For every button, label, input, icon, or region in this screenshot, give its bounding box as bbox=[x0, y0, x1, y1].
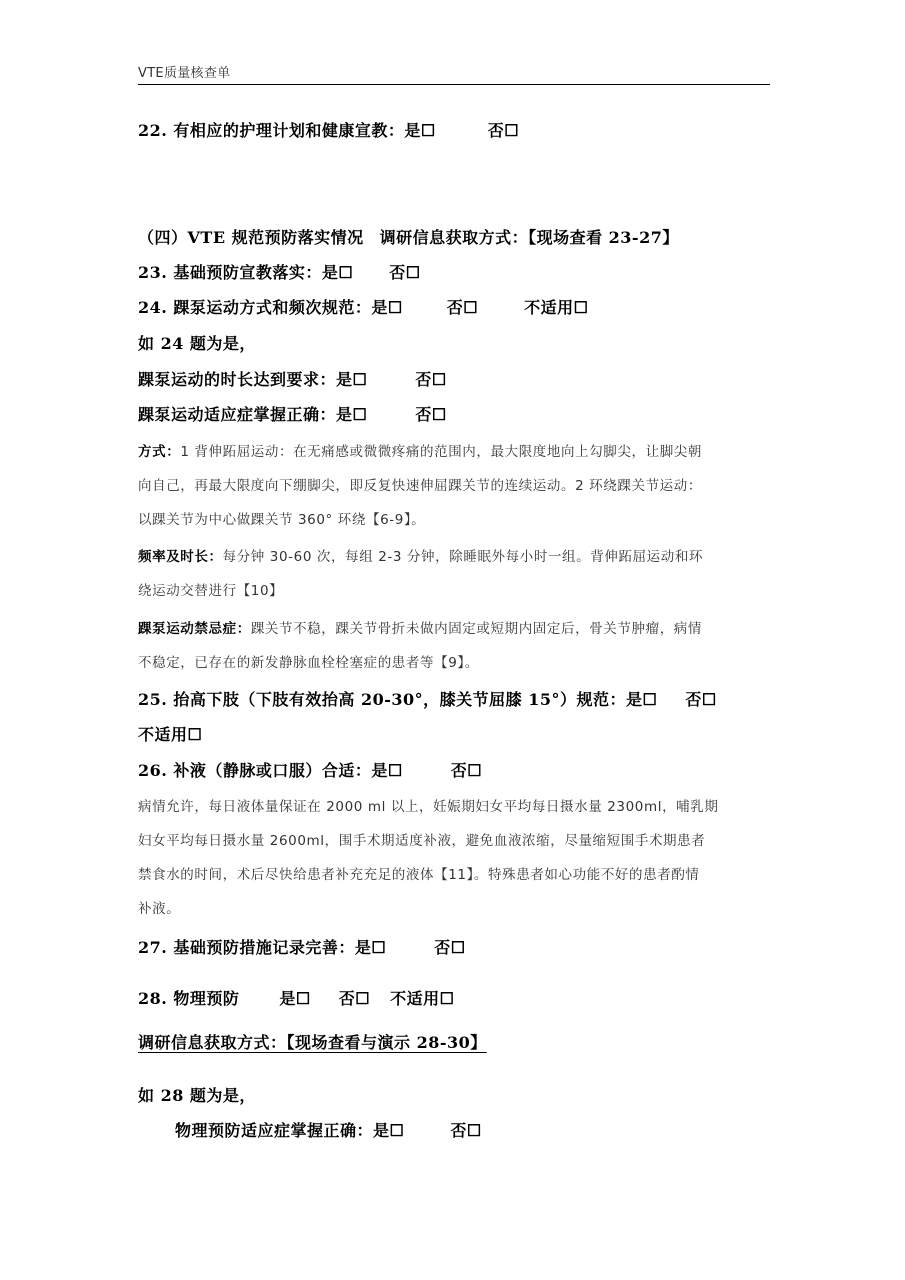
yes-checkbox[interactable]: 是☐ bbox=[373, 1121, 405, 1140]
question-text: 25. 抬高下肢（下肢有效抬高 20-30°，膝关节屈膝 15°）规范： bbox=[138, 690, 626, 709]
yes-checkbox[interactable]: 是☐ bbox=[371, 761, 403, 780]
question-23 bbox=[138, 260, 421, 283]
method-line-2: 向自己，再最大限度向下绷脚尖，即反复快速伸屈踝关节的连续运动。2 环绕踝关节运动： bbox=[138, 478, 702, 494]
no-checkbox[interactable]: 否☐ bbox=[434, 938, 466, 957]
no-checkbox[interactable]: 否☐ bbox=[389, 263, 421, 282]
question-24 bbox=[138, 295, 589, 318]
contraindication-line-2: 不稳定，已存在的新发静脉血栓栓塞症的患者等【9】。 bbox=[138, 655, 479, 671]
no-checkbox[interactable]: 否☐ bbox=[450, 761, 483, 780]
fluid-line-2: 妇女平均每日摄水量 2600ml，围手术期适度补液，避免血液浓缩，尽量缩短围手术期患者 bbox=[138, 833, 706, 849]
question-text: 踝泵运动的时长达到要求： bbox=[138, 370, 337, 389]
question-27 bbox=[138, 935, 466, 958]
question-text: 28. 物理预防 bbox=[138, 989, 240, 1008]
fluid-line-4: 补液。 bbox=[138, 901, 181, 917]
question-text: 24. 踝泵运动方式和频次规范： bbox=[138, 298, 372, 317]
frequency-label: 频率及时长： bbox=[138, 549, 223, 565]
section-title: （四）VTE 规范预防落实情况 bbox=[138, 228, 364, 247]
question-22 bbox=[138, 118, 519, 141]
question-text: 23. 基础预防宣教落实： bbox=[138, 263, 322, 282]
if-24-yes: 如 24 题为是， bbox=[138, 334, 256, 353]
no-checkbox[interactable]: 否☐ bbox=[415, 405, 447, 424]
question-25 bbox=[138, 687, 717, 710]
question-24a bbox=[138, 367, 447, 390]
yes-checkbox[interactable]: 是☐ bbox=[336, 405, 368, 424]
question-24b bbox=[138, 402, 447, 425]
frequency-line-1: 频率及时长：每分钟 30-60 次，每组 2-3 分钟，除睡眠外每小时一组。背伸跖屈运动和环 bbox=[138, 549, 704, 565]
yes-checkbox[interactable]: 是☐ bbox=[371, 298, 403, 317]
not-applicable-checkbox[interactable]: 不适用☐ bbox=[524, 298, 589, 317]
no-checkbox[interactable]: 否☐ bbox=[487, 121, 520, 140]
no-checkbox[interactable]: 否☐ bbox=[685, 690, 717, 709]
contraindication-line-1: 踝泵运动禁忌症：踝关节不稳，踝关节骨折未做内固定或短期内固定后，骨关节肿瘤，病情 bbox=[138, 621, 703, 637]
page-header-title: VTE质量核查单 bbox=[138, 66, 231, 81]
question-text: 22. 有相应的护理计划和健康宣教： bbox=[138, 121, 405, 140]
fluid-line-1: 病情允许，每日液体量保证在 2000 ml 以上，妊娠期妇女平均每日摄水量 2300ml，哺乳期 bbox=[138, 799, 719, 815]
question-text: 踝泵运动适应症掌握正确： bbox=[138, 405, 337, 424]
source-28-30: 调研信息获取方式：【现场查看与演示 28-30】 bbox=[138, 1033, 487, 1052]
frequency-line-2: 绕运动交替进行【10】 bbox=[138, 583, 284, 599]
no-checkbox[interactable]: 否☐ bbox=[446, 298, 479, 317]
method-line-3: 以踝关节为中心做踝关节 360° 环绕【6-9】。 bbox=[138, 512, 426, 528]
yes-checkbox[interactable]: 是☐ bbox=[354, 938, 387, 957]
question-text: 26. 补液（静脉或口服）合适： bbox=[138, 761, 372, 780]
no-checkbox[interactable]: 否☐ bbox=[338, 989, 371, 1008]
question-28 bbox=[138, 986, 455, 1009]
no-checkbox[interactable]: 否☐ bbox=[415, 370, 447, 389]
method-label: 方式： bbox=[138, 444, 181, 460]
question-26 bbox=[138, 758, 482, 781]
if-28-yes: 如 28 题为是， bbox=[138, 1086, 256, 1105]
not-applicable-checkbox[interactable]: 不适用☐ bbox=[390, 989, 455, 1008]
header-divider bbox=[138, 84, 770, 85]
yes-checkbox[interactable]: 是☐ bbox=[626, 690, 658, 709]
no-checkbox[interactable]: 否☐ bbox=[450, 1121, 482, 1140]
section-4-heading bbox=[138, 225, 679, 248]
fluid-line-3: 禁食水的时间，术后尽快给患者补充充足的液体【11】。特殊患者如心功能不好的患者酌情 bbox=[138, 867, 700, 883]
section-source: 调研信息获取方式：【现场查看 23-27】 bbox=[379, 228, 679, 247]
question-text: 物理预防适应症掌握正确： bbox=[175, 1121, 374, 1140]
question-25-na[interactable]: 不适用☐ bbox=[138, 725, 203, 744]
question-28a bbox=[175, 1118, 482, 1141]
question-text: 27. 基础预防措施记录完善： bbox=[138, 938, 355, 957]
yes-checkbox[interactable]: 是☐ bbox=[336, 370, 368, 389]
yes-checkbox[interactable]: 是☐ bbox=[321, 263, 354, 282]
yes-checkbox[interactable]: 是☐ bbox=[404, 121, 436, 140]
contraindication-label: 踝泵运动禁忌症： bbox=[138, 621, 251, 637]
method-line-1: 方式：1 背伸跖屈运动：在无痛感或微微疼痛的范围内，最大限度地向上勾脚尖，让脚尖朝 bbox=[138, 444, 702, 460]
yes-checkbox[interactable]: 是☐ bbox=[279, 989, 311, 1008]
